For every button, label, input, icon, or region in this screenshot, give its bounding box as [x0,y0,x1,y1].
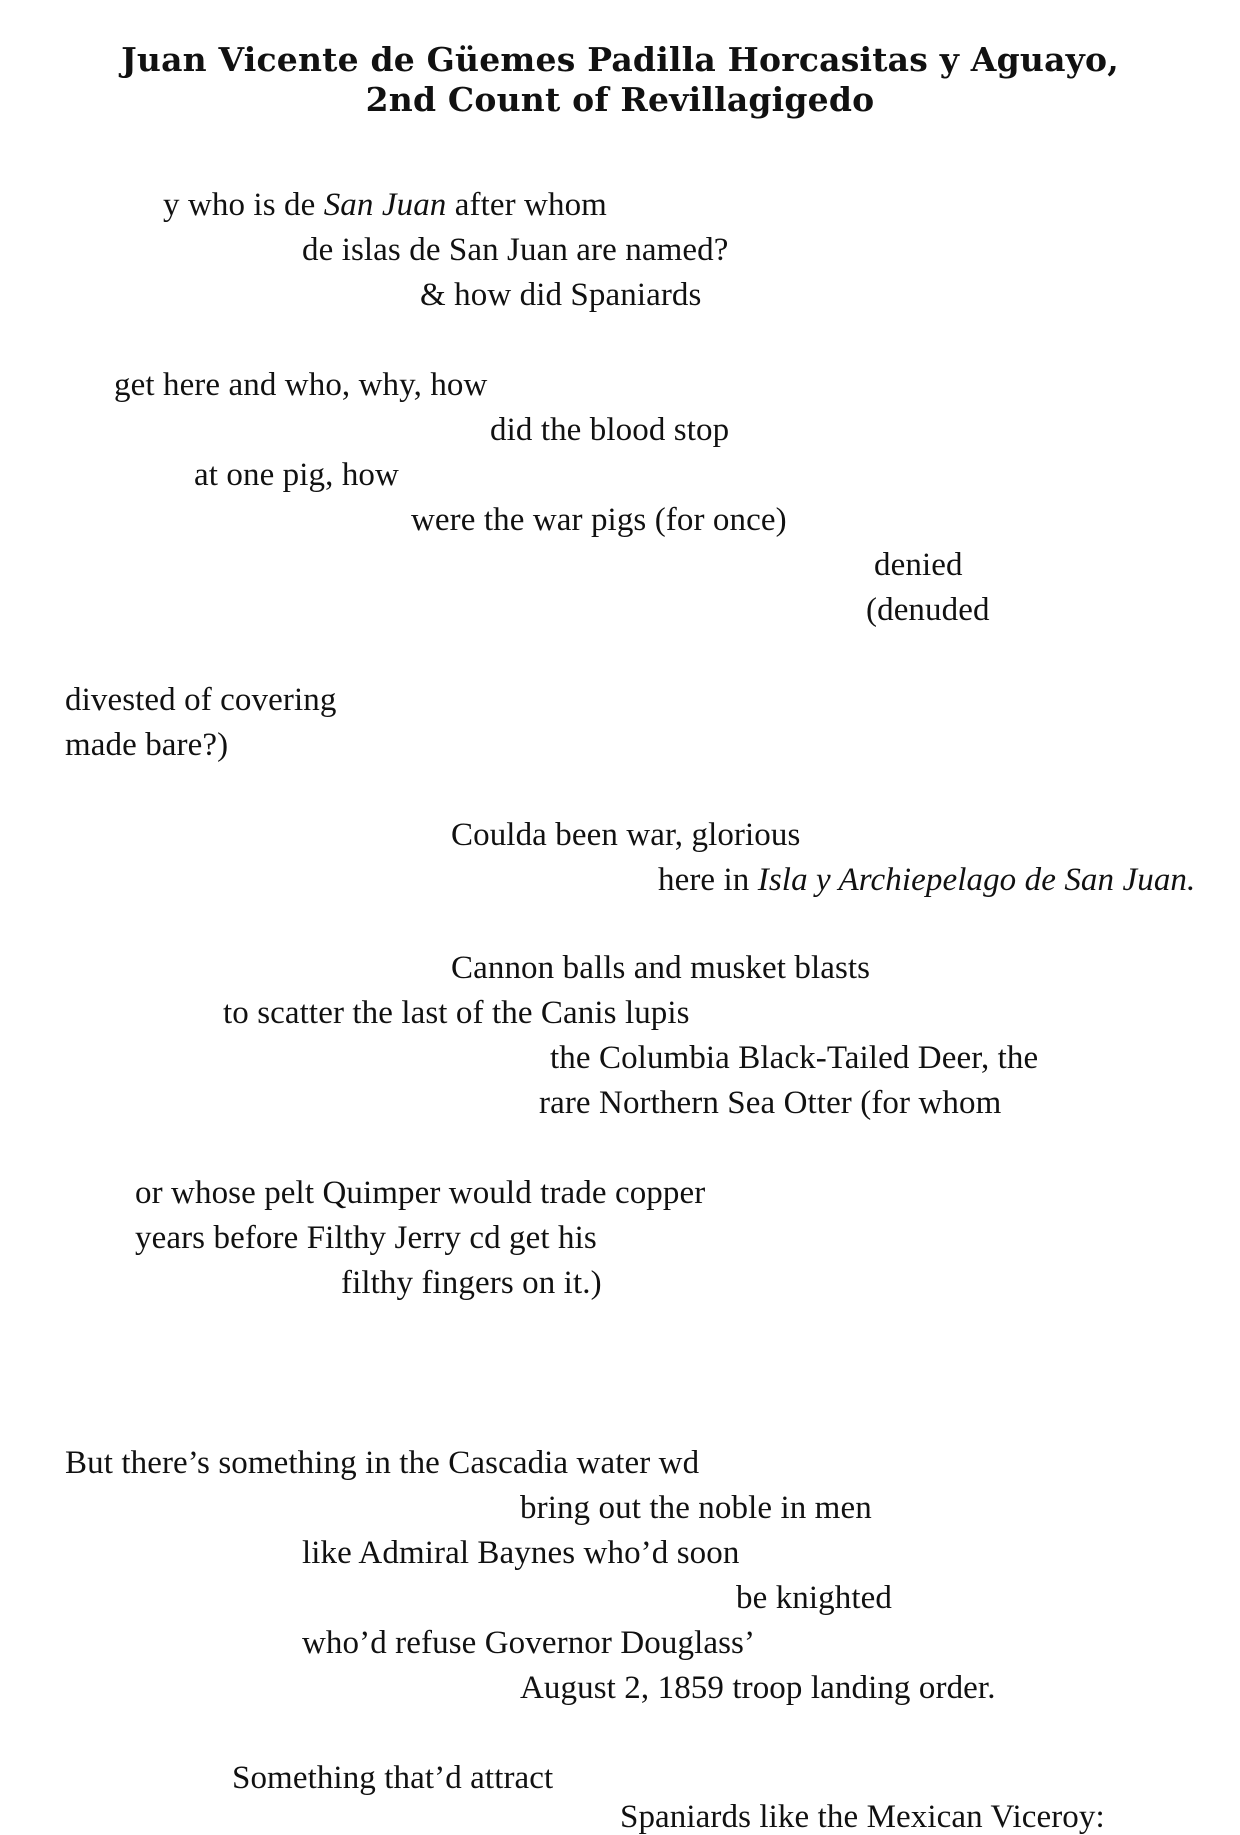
poem-line-28: Spaniards like the Mexican Viceroy: [620,1799,1105,1835]
poem-line-6: at one pig, how [194,457,399,493]
poem-line-22: bring out the noble in men [520,1490,872,1526]
poem-line-16: the Columbia Black-Tailed Deer, the [550,1040,1039,1076]
poem-line-13-italic: Isla y Archiepelago de San Juan. [757,862,1196,898]
poem-line-26: August 2, 1859 troop landing order. [520,1670,996,1706]
poem-line-25: who’d refuse Governor Douglass’ [302,1625,756,1661]
poem-line-7: were the war pigs (for once) [411,502,787,538]
poem-line-9: (denuded [866,592,990,628]
poem-line-14: Cannon balls and musket blasts [451,950,871,986]
poem-line-4: get here and who, why, how [114,367,488,403]
poem-line-1 [163,185,607,225]
poem-title-line-1: Juan Vicente de Güemes Padilla Horcasitas y Aguayo, [121,40,1119,79]
poem-line-15: to scatter the last of the Canis lupis [223,995,690,1031]
poem-line-17: rare Northern Sea Otter (for whom [539,1085,1002,1121]
poem-line-13 [658,860,1195,900]
poem-line-24: be knighted [736,1580,892,1616]
poem-line-1-end: after whom [446,187,607,223]
poem-line-2: de islas de San Juan are named? [302,232,729,268]
poem-line-1-italic: San Juan [323,187,447,223]
poem-line-27: Something that’d attract [232,1760,554,1796]
poem-line-19: years before Filthy Jerry cd get his [135,1220,597,1256]
poem-line-8: denied [874,547,963,583]
poem-line-3: & how did Spaniards [420,277,702,313]
poem-title-line-2: 2nd Count of Revillagigedo [365,80,875,119]
poem-line-23: like Admiral Baynes who’d soon [302,1535,740,1571]
poem-line-10: divested of covering [65,682,337,718]
poem-line-11: made bare?) [65,727,229,763]
poem-line-12: Coulda been war, glorious [451,817,801,853]
poem-line-13-start: here in [658,862,758,898]
poem-line-18: or whose pelt Quimper would trade copper [135,1175,706,1211]
poem-line-1-start: y who is de [163,187,324,223]
poem-line-21: But there’s something in the Cascadia water wd [65,1445,700,1481]
poem-line-5: did the blood stop [490,412,730,448]
poem-line-20: filthy fingers on it.) [341,1265,602,1301]
